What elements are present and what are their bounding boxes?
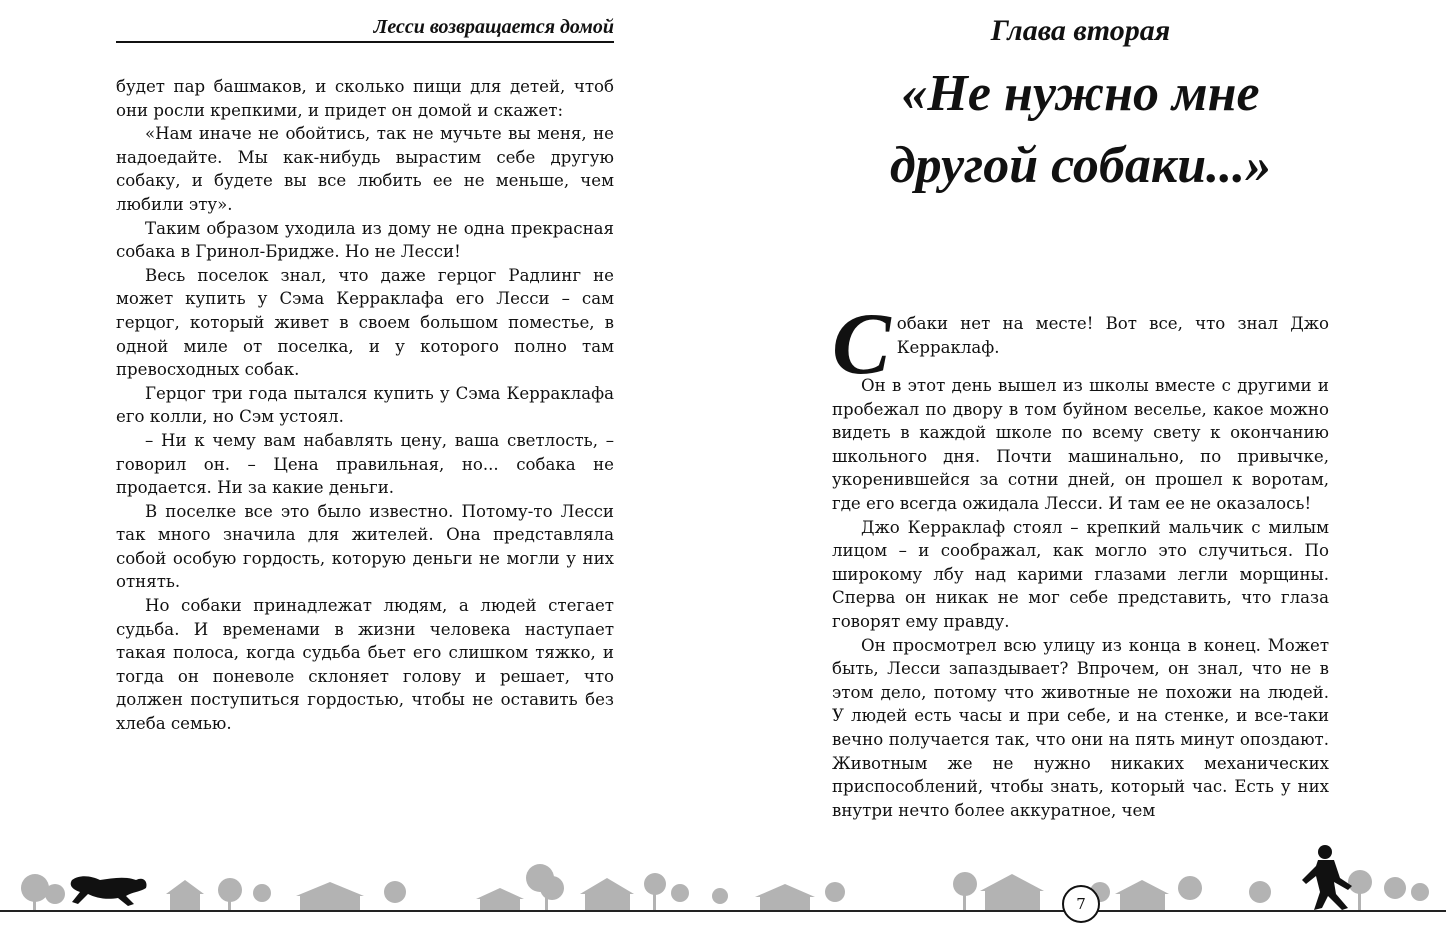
chapter-title	[832, 58, 1329, 202]
paragraph: Джо Керраклаф стоял – крепкий мальчик с милым лицом – и соображал, как могло это случиться. По широкому лбу над карими глазами легли морщины. Сперва он никак не мог себе представить, что глаза говорят ему правду.	[832, 517, 1329, 631]
running-head-rule	[116, 41, 614, 43]
ground-line	[0, 910, 1446, 912]
paragraph: В поселке все это было известно. Потому-то Лесси так много значила для жителей. Она представляла собой особую гордость, которую деньги не могли у них отнять.	[116, 501, 614, 592]
paragraph	[832, 310, 1329, 359]
running-head: Лесси возвращается домой	[373, 16, 614, 38]
paragraph: Таким образом уходила из дому не одна прекрасная собака в Гринол-Бридже. Но не Лесси!	[116, 218, 614, 262]
chapter-title-line: другой собаки...»	[889, 137, 1272, 194]
running-boy-icon	[1302, 845, 1352, 910]
paragraph: Весь поселок знал, что даже герцог Радлинг не может купить у Сэма Керраклафа его Лесси – сам герцог, который живет в своем большом поместье, в одной миле от поселка, и у которого полно там превосходных собак.	[116, 265, 614, 380]
footer-landscape-illustration	[0, 838, 1446, 928]
chapter-label: Глава вторая	[990, 14, 1171, 47]
running-dog-icon	[71, 876, 147, 906]
page-number: 7	[1062, 885, 1100, 923]
paragraph: Он в этот день вышел из школы вместе с другими и пробежал по двору в том буйном веселье, какое можно видеть в каждой школе по всему свету к окончанию школьного дня. Почти машинально, по привычке, укоренившейся за сотни дней, он прошел к воротам, где его всегда ожидала Лесси. И там ее не оказалось!	[832, 376, 1329, 513]
left-page-text	[116, 75, 614, 736]
paragraph: Но собаки принадлежат людям, а людей стегает судьба. И временами в жизни человека наступает такая полоса, когда судьба бьет его слишком тяжко, и тогда он поневоле склоняет голову и решает, что должен поступиться гордостью, чтобы не оставить без хлеба семью.	[116, 596, 614, 734]
drop-cap: С	[832, 296, 891, 393]
paragraph: – Ни к чему вам набавлять цену, ваша светлость, – говорил он. – Цена правильная, но... собака не продается. Ни за какие деньги.	[116, 430, 614, 498]
landscape-silhouettes-icon	[21, 864, 1429, 911]
chapter-title-line: «Не нужно мне	[901, 65, 1260, 122]
paragraph: «Нам иначе не обойтись, так не мучьте вы меня, не надоедайте. Мы как-нибудь вырастим себе другую собаку, и будете вы все любить ее не меньше, чем любили эту».	[116, 124, 614, 214]
paragraph: Он просмотрел всю улицу из конца в конец. Может быть, Лесси запаздывает? Впрочем, он знал, что не в этом дело, потому что животные не похожи на людей. У людей есть часы и при себе, и на стенке, и все-таки вечно получается так, что они на пять минут опоздают. Животным же не нужно никаких механических приспособлений, чтобы знать, который час. Есть у них внутри нечто более аккуратное, чем	[832, 635, 1329, 820]
first-paragraph-text: обаки нет на месте! Вот все, что знал Джо Керраклаф.	[896, 314, 1329, 357]
right-page-text	[832, 296, 1329, 822]
paragraph: будет пар башмаков, и сколько пищи для детей, чтоб они росли крепкими, и придет он домой и скажет:	[116, 77, 614, 120]
paragraph: Герцог три года пытался купить у Сэма Керраклафа его колли, но Сэм устоял.	[116, 383, 614, 427]
